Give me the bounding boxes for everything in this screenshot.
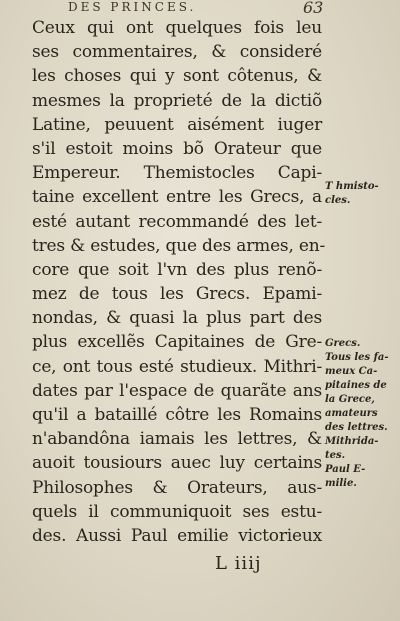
margin-note-line: meux Ca- (325, 366, 378, 377)
text-line: mesmes la proprieté de la dictiõ (32, 90, 322, 111)
text-line: s'il estoit moins bõ Orateur que (32, 138, 322, 159)
margin-note-line: T hmisto- (325, 181, 379, 192)
margin-note-line: amateurs (325, 408, 378, 419)
text-line: mez de tous les Grecs. Epami- (32, 284, 322, 305)
text-line: Empereur. Themistocles Capi- (32, 163, 322, 184)
text-line: nondas, & quasi la plus part des (32, 308, 322, 329)
text-line: Latine, peuuent aisément iuger (32, 114, 322, 135)
signature-mark: L iiij (215, 553, 262, 574)
text-line: ses commentaires, & consideré (32, 42, 322, 63)
text-line: Ceux qui ont quelques fois leu (32, 18, 322, 38)
text-line: dates par l'espace de quarãte ans (32, 380, 322, 401)
margin-note-line: Grecs. (325, 338, 361, 349)
text-line: quels il communiquoit ses estu- (32, 501, 322, 522)
margin-note-line: tes. (325, 450, 346, 461)
text-line: ce, ont tous esté studieux. Mithri- (32, 356, 322, 377)
margin-note-line: des lettres. (325, 422, 388, 433)
running-head: DES PRINCES. (68, 0, 197, 14)
margin-note-greek-captains (325, 337, 395, 491)
margin-note-line: cles. (325, 195, 351, 206)
body-text (32, 16, 326, 548)
text-line: plus excellẽs Capitaines de Gre- (32, 332, 322, 353)
text-line: esté autant recommandé des let- (32, 211, 322, 232)
text-line: core que soit l'vn des plus renõ- (32, 259, 322, 280)
text-line: taine excellent entre les Grecs, a (32, 187, 322, 208)
text-line: tres & estudes, que des armes, en- (32, 235, 326, 256)
text-line: auoit tousiours auec luy certains (32, 453, 322, 474)
margin-note-themistocles (325, 180, 395, 208)
text-line: les choses qui y sont côtenus, & (32, 66, 322, 87)
text-line: qu'il a bataillé côtre les Romains (32, 405, 322, 425)
margin-note-line: pitaines de (325, 380, 387, 391)
margin-note-line: milie. (325, 478, 357, 489)
text-line: n'abandôna iamais les lettres, & (32, 429, 322, 450)
margin-note-line: Mithrida- (325, 436, 379, 447)
margin-note-line: Tous les fa- (325, 352, 389, 363)
text-line: Philosophes & Orateurs, aus- (32, 477, 322, 498)
margin-note-line: Paul E- (325, 464, 366, 475)
text-line: des. Aussi Paul emilie victorieux (32, 525, 322, 546)
page-number: 63 (303, 0, 324, 17)
margin-note-line: la Grece, (325, 394, 375, 405)
